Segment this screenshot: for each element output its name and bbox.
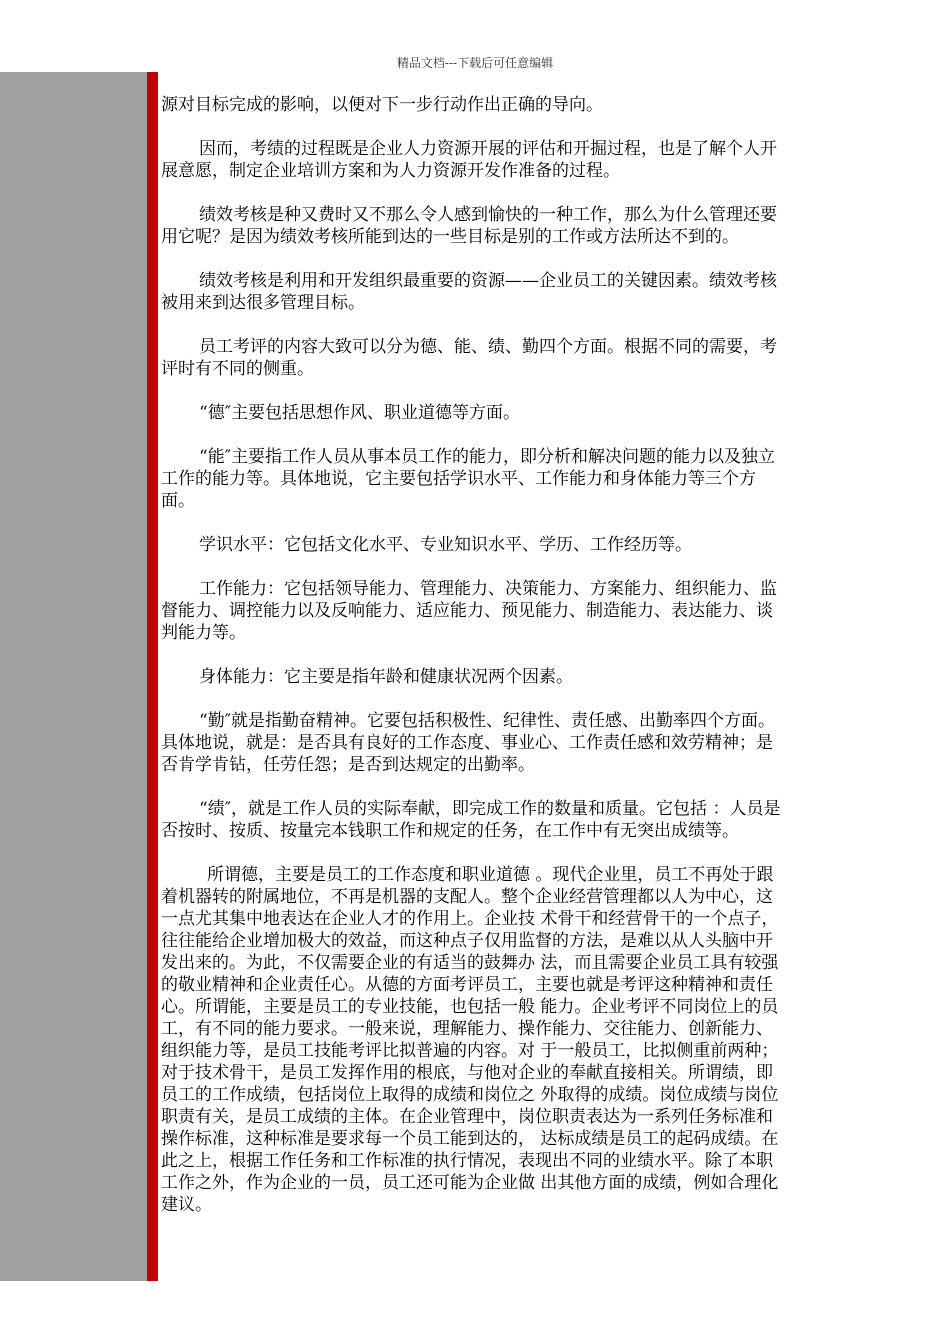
- paragraph: “绩″，就是工作人员的实际奉献，即完成工作的数量和质量。它包括 ：人员是否按时、按质、按量完本钱职工作和规定的任务，在工作中有无突出成绩等。: [161, 799, 781, 841]
- paragraph: 绩效考核是种又费时又不那么令人感到愉快的一种工作，那么为什么管理还要用它呢？是因为绩效考核所能到达的一些目标是别的工作或方法所达不到的。: [161, 205, 777, 247]
- paragraph: 源对目标完成的影响，以便对下一步行动作出正确的导向。: [161, 95, 603, 115]
- paragraph: “德″主要包括思想作风、职业道德等方面。: [199, 403, 521, 423]
- left-red-bar: [147, 72, 158, 1281]
- paragraph: 身体能力：它主要是指年龄和健康状况两个因素。: [199, 667, 573, 687]
- paragraph: 学识水平：它包括文化水平、专业知识水平、学历、工作经历等。: [199, 535, 692, 555]
- paragraph: 所谓德，主要是员工的工作态度和职业道德 。现代企业里，员工不再处于跟着机器转的附属地位，不再是机器的支配人。整个企业经营管理都以人为中心，这一点尤其集中地表达在企业人才的作用上。企业技 术骨干和经营骨干的一个点子，往往能给企业增加极大的效益，而这种点子仅用监督的方法，是难以从人头脑中开发出来的。为此，不仅需要企业的有适当的鼓舞办 法，而且需要企业员工具有较强的敬业精神和企业责任心。从德的方面考评员工，主要也就是考评这种精神和责任心。所谓能，主要是员工的专业技能，也包括一般 能力。企业考评不同岗位上的员工，有不同的能力要求。一般来说，理解能力、操作能力、交往能力、创新能力、组织能力等，是员工技能考评比拟普遍的内容。对 于一般员工，比拟侧重前两种；对于技术骨干，是员工发挥作用的根底，与他对企业的奉献直接相关。所谓绩，即员工的工作成绩，包括岗位上取得的成绩和岗位之 外取得的成绩。岗位成绩与岗位职责有关，是员工成绩的主体。在企业管理中，岗位职责表达为一系列任务标准和操作标准，这种标准是要求每一个员工能到达的， 达标成绩是员工的起码成绩。在此之上，根据工作任务和工作标准的执行情况，表现出不同的业绩水平。除了本职工作之外，作为企业的一员，员工还可能为企业做 出其他方面的成绩，例如合理化建议。: [161, 865, 779, 1215]
- paragraph: “勤″就是指勤奋精神。它要包括积极性、纪律性、责任感、出勤率四个方面。具体地说，就是：是否具有良好的工作态度、事业心、工作责任感和效劳精神；是否肯学肯钻，任劳任怨；是否到达规定的出勤率。: [161, 711, 776, 775]
- paragraph: 员工考评的内容大致可以分为德、能、绩、勤四个方面。根据不同的需要，考评时有不同的侧重。: [161, 337, 777, 379]
- paragraph: 绩效考核是利用和开发组织最重要的资源——企业员工的关键因素。绩效考核被用来到达很多管理目标。: [161, 271, 777, 313]
- paragraph: “能″主要指工作人员从事本员工作的能力，即分析和解决问题的能力以及独立工作的能力等。具体地说，它主要包括学识水平、工作能力和身体能力等三个方面。: [161, 447, 776, 511]
- page-header: 精品文档---下载后可任意编辑: [396, 56, 554, 70]
- left-gray-margin: [0, 72, 147, 1281]
- paragraph: 因而，考绩的过程既是企业人力资源开展的评估和开掘过程，也是了解个人开展意愿，制定企业培训方案和为人力资源开发作准备的过程。: [161, 139, 777, 181]
- document-body: [161, 94, 781, 1216]
- paragraph: 工作能力：它包括领导能力、管理能力、决策能力、方案能力、组织能力、监督能力、调控能力以及反响能力、适应能力、预见能力、制造能力、表达能力、谈判能力等。: [161, 579, 777, 643]
